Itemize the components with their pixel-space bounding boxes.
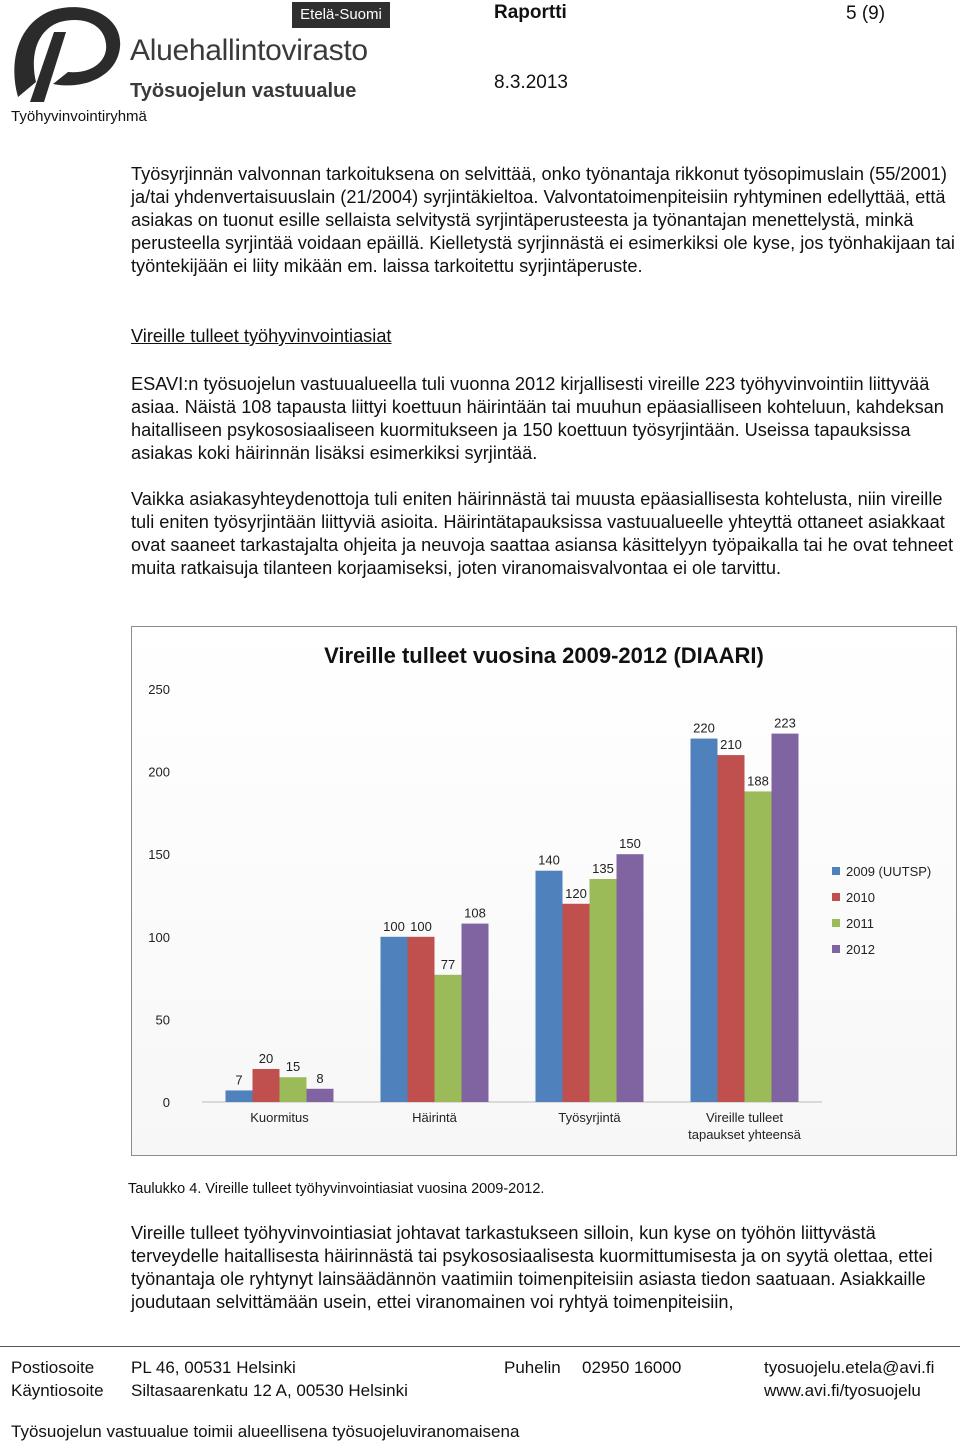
data-label: 140 [538,852,560,868]
section-heading: Vireille tulleet työhyvinvointiasiat [131,326,392,346]
data-label: 188 [747,773,769,789]
bar [435,975,462,1102]
region-badge: Etelä-Suomi [292,2,390,28]
legend-label: 2010 [846,890,875,905]
legend-swatch [832,893,840,901]
bar [745,791,772,1102]
data-label: 8 [316,1070,324,1086]
data-label: 120 [565,885,587,901]
paragraph-inspection [131,1222,960,1314]
bar [691,739,718,1102]
category-label: Kuormitus [250,1110,309,1125]
legend-swatch [832,945,840,953]
y-tick-label: 50 [155,1012,170,1028]
bar [590,879,617,1102]
agency-logo [8,2,128,107]
agency-name: Aluehallintovirasto [130,34,368,67]
data-label: 135 [592,860,614,876]
bar [536,871,563,1102]
legend-label: 2012 [846,942,875,957]
data-label: 100 [383,918,405,934]
y-tick-label: 150 [148,847,170,863]
y-tick-label: 200 [148,764,170,780]
paragraph-discrimination [131,163,960,278]
paragraph-text: Vireille tulleet työhyvinvointiasiat johtavat tarkastukseen silloin, kun kyse on työhön liittyvästä terveydelle haitallisesta häirinnästä tai psykososiaalisesta kuormittumisesta ja on syytä olettaa, ettei työnantaja ole ryhtynyt lainsäädännön vaatimiin toimenpiteisiin asiasta tiedon saatuaan. Asiakkaille joudutaan selvittämään usein, ettei viranomainen voi ryhtyä toimenpiteisiin, [131,1223,933,1312]
chart-title: Vireille tulleet vuosina 2009-2012 (DIAARI) [324,643,764,668]
document-date: 8.3.2013 [494,72,568,93]
bar [563,904,590,1102]
bar [462,924,489,1102]
data-label: 150 [619,836,641,852]
category-label: Työsyrjintä [558,1110,621,1125]
data-label: 20 [258,1050,274,1066]
y-tick-label: 100 [148,929,170,945]
document-type: Raportti [494,2,567,23]
bar [253,1069,280,1102]
email-link[interactable]: tyosuojelu.etela@avi.fi [764,1358,935,1377]
legend-label: 2011 [846,916,874,931]
data-label: 77 [440,956,456,972]
group-name: Työhyvinvointiryhmä [11,108,147,125]
y-tick-label: 250 [148,682,170,697]
data-label: 108 [464,905,486,921]
paragraph-text: Vaikka asiakasyhteydenottoja tuli eniten häirinnästä tai muusta epäasiallisesta kohtelusta, niin vireille tuli eniten työsyrjintään liittyviä asioita. Häirintätapauksissa vastuualueelle yhteyttä ottaneet asiakkaat ovat saaneet tarkastajalta ohjeita ja neuvoja saattaa asiansa käsittelyyn työpaikalla tai he ovat tehneet muita ratkaisuja tilanteen korjaamiseksi, joten viranomaisvalvontaa ei ole tarvittu. [131,489,953,578]
bar [280,1077,307,1102]
footer-divider [0,1346,960,1347]
data-label: 220 [693,720,715,736]
chart-caption: Taulukko 4. Vireille tulleet työhyvinvointiasiat vuosina 2009-2012. [128,1181,545,1197]
phone-label: Puhelin [504,1358,561,1377]
legend-label: 2009 (UUTSP) [846,864,932,879]
data-label: 210 [720,737,742,753]
website-link[interactable]: www.avi.fi/tyosuojelu [764,1381,921,1400]
category-label: tapaukset yhteensä [688,1127,801,1142]
category-label: Vireille tulleet [705,1110,784,1125]
bar [617,854,644,1102]
bar [408,937,435,1102]
data-label: 15 [285,1059,301,1075]
visit-address: Siltasaarenkatu 12 A, 00530 Helsinki [131,1381,408,1400]
data-label: 223 [774,715,796,731]
bar [226,1090,253,1102]
paragraph-statistics [131,373,960,465]
category-label: Häirintä [412,1110,457,1125]
footer-note: Työsuojelun vastuualue toimii alueellisena työsuojeluviranomaisena [11,1422,520,1441]
unit-name: Työsuojelun vastuualue [130,80,357,102]
chart-container [131,626,957,1156]
paragraph-text: Työsyrjinnän valvonnan tarkoituksena on selvittää, onko työnantaja rikkonut työsopimuslain (55/2001) ja/tai yhdenvertaisuuslain (21/2004) syrjintäkieltoa. Valvontatoimenpiteisiin ryhtyminen edellyttää, että asiakas on tuonut esille sellaista selvitystä syrjintäperusteesta ja työnantajan menettelystä, minkä perusteella syrjintää voidaan epäillä. Kielletystä syrjinnästä ei esimerkiksi ole kyse, jos työnhakijaan tai työntekijään ei liity mikään em. laissa tarkoitettu syrjintäperuste. [131,164,955,276]
legend-swatch [832,867,840,875]
bar [718,755,745,1102]
page-number: 5 (9) [846,3,886,24]
legend-swatch [832,919,840,927]
bar-chart [132,627,956,1155]
data-label: 7 [235,1072,243,1088]
postal-label: Postiosoite [11,1358,95,1377]
visit-label: Käyntiosoite [11,1381,104,1400]
bar [381,937,408,1102]
phone-number: 02950 16000 [582,1358,682,1377]
bar [307,1089,334,1102]
postal-address: PL 46, 00531 Helsinki [131,1358,296,1377]
paragraph-contacts [131,488,960,580]
data-label: 100 [410,918,432,934]
paragraph-text: ESAVI:n työsuojelun vastuualueella tuli vuonna 2012 kirjallisesti vireille 223 työhyvinvointiin liittyvää asiaa. Näistä 108 tapausta liittyi koettuun häirintään tai muuhun epäasialliseen kohteluun, kahdeksan haitalliseen psykososiaaliseen kuormitukseen ja 150 koettuun työsyrjintään. Useissa tapauksissa asiakas koki häirinnän lisäksi esimerkiksi syrjintää. [131,374,944,463]
bar [772,734,799,1102]
y-tick-label: 0 [162,1095,170,1110]
